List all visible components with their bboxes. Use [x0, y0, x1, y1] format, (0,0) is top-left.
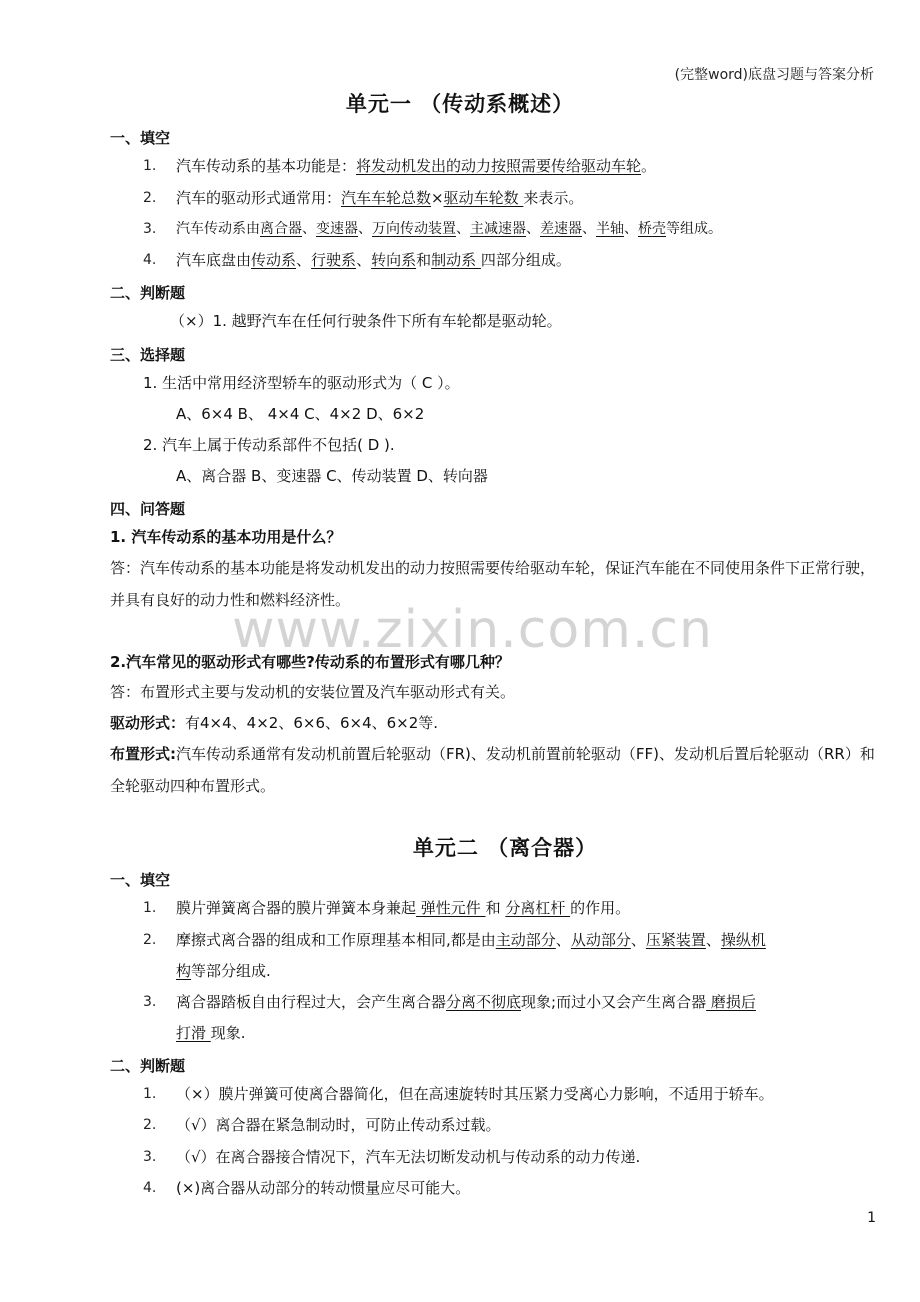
unit1-qa1-question: 1. 汽车传动系的基本功用是什么？: [110, 528, 342, 546]
sep: 、: [456, 221, 470, 237]
answer: 弹性元件: [416, 899, 486, 917]
answer: 万向传动装置: [372, 221, 456, 237]
q-number: 2.: [143, 190, 157, 206]
unit1-choice-heading: 三、选择题: [110, 346, 186, 364]
unit1-qa2-question: 2.汽车常见的驱动形式有哪些?传动系的布置形式有哪几种？: [110, 653, 510, 671]
q-number: 4.: [143, 252, 157, 268]
q-text: 膜片弹簧离合器的膜片弹簧本身兼起: [176, 899, 417, 917]
q-text: 汽车的驱动形式通常用：: [176, 189, 342, 207]
q-text: (×)离合器从动部分的转动惯量应尽可能大。: [176, 1179, 471, 1197]
unit1-title: 单元一 （传动系概述）: [345, 92, 575, 116]
q-text: 等组成。: [666, 221, 722, 237]
q-number: 1.: [143, 158, 157, 174]
unit1-qa1-answer: 答：汽车传动系的基本功能是将发动机发出的动力按照需要传给驱动车轮，保证汽车能在不同使用条件下正常行驶，并具有良好的动力性和燃料经济性。: [110, 559, 876, 609]
q-text: 的作用。: [570, 899, 631, 917]
q-number: 3.: [143, 1149, 157, 1165]
q-number: 3.: [143, 221, 157, 237]
answer: 磨损后: [706, 993, 756, 1011]
unit1-qa2-drive: [110, 707, 438, 739]
answer: 传动系: [251, 251, 297, 269]
unit2-judge-heading: 二、判断题: [110, 1057, 186, 1075]
sep: 、: [356, 251, 372, 269]
sep: 、: [296, 251, 312, 269]
unit1-choice-1-options: A、6×4 B、 4×4 C、4×2 D、6×2: [176, 405, 425, 423]
sep: 、: [358, 221, 372, 237]
q-text: 汽车底盘由: [176, 251, 252, 269]
sep: 、: [582, 221, 596, 237]
unit2-title: 单元二 （离合器）: [412, 836, 598, 860]
answer: 半轴: [596, 221, 624, 237]
q-number: 2.: [143, 932, 157, 948]
q-text: （√）离合器在紧急制动时，可防止传动系过载。: [176, 1116, 501, 1134]
unit1-qa-heading: 四、问答题: [110, 500, 186, 518]
answer: 差速器: [540, 221, 582, 237]
answer: 从动部分: [570, 931, 631, 949]
answer: 桥壳: [638, 221, 666, 237]
sep: 、: [630, 931, 646, 949]
q-text: 四部分组成。: [480, 251, 571, 269]
answer: 变速器: [316, 221, 358, 237]
q-number: 1.: [143, 1086, 157, 1102]
unit1-judge-1: （×）1. 越野汽车在任何行驶条件下所有车轮都是驱动轮。: [170, 312, 562, 330]
answer: 驱动车轮数: [443, 189, 524, 207]
unit1-judge-heading: 二、判断题: [110, 284, 186, 302]
answer: 分离不彻底: [446, 993, 522, 1011]
sep: 、: [705, 931, 721, 949]
q-text: 汽车传动系的基本功能是：: [176, 157, 357, 175]
answer: 汽车车轮总数: [341, 189, 432, 207]
value: 有4×4、4×2、6×6、6×4、6×2等.: [185, 714, 439, 732]
unit1-fill-heading: 一、填空: [110, 129, 171, 147]
q-number: 4.: [143, 1180, 157, 1196]
q-number: 3.: [143, 994, 157, 1010]
answer: 压紧装置: [645, 931, 706, 949]
q-text: ×: [431, 189, 444, 207]
sep: 、: [555, 931, 571, 949]
q-text: （×）膜片弹簧可使离合器简化，但在高速旋转时其压紧力受离心力影响，不适用于轿车。: [176, 1085, 774, 1103]
answer: 制动系: [431, 251, 481, 269]
q-text: （√）在离合器接合情况下，汽车无法切断发动机与传动系的动力传递.: [176, 1148, 641, 1166]
answer: 转向系: [371, 251, 417, 269]
answer: 主动部分: [495, 931, 556, 949]
watermark: www.zixin.com.cn: [232, 600, 713, 660]
document-header: (完整word)底盘习题与答案分析: [674, 67, 874, 83]
value: 汽车传动系通常有发动机前置后轮驱动（FR)、发动机前置前轮驱动（FF)、发动机后置后轮驱动（RR）和全轮驱动四种布置形式。: [110, 745, 875, 795]
q-number: 1.: [143, 900, 157, 916]
label: 布置形式:: [110, 745, 176, 763]
q-text: 来表示。: [523, 189, 584, 207]
q-text: 。: [641, 157, 657, 175]
answer: 主减速器: [470, 221, 526, 237]
answer: 打滑: [176, 1024, 211, 1042]
unit2-fill-q3-cont: [176, 1017, 246, 1049]
q-text: 现象;而过小又会产生离合器: [521, 993, 707, 1011]
q-text: 摩擦式离合器的组成和工作原理基本相同,都是由: [176, 931, 496, 949]
unit2-fill-q2-cont: [176, 955, 271, 987]
unit1-choice-1: 1. 生活中常用经济型轿车的驱动形式为（ C ）。: [143, 374, 460, 392]
label: 驱动形式：: [110, 714, 186, 732]
sep: 、: [302, 221, 316, 237]
q-text: 和: [416, 251, 432, 269]
q-text: 等部分组成.: [191, 962, 271, 980]
q-text: 和: [485, 899, 506, 917]
q-text: 现象.: [210, 1024, 246, 1042]
q-text: 离合器踏板自由行程过大，会产生离合器: [176, 993, 447, 1011]
unit1-qa2-answer: 答：布置形式主要与发动机的安装位置及汽车驱动形式有关。: [110, 683, 516, 701]
answer: 操纵机: [720, 931, 766, 949]
answer: 构: [176, 962, 192, 980]
q-number: 2.: [143, 1117, 157, 1133]
page-number: 1: [867, 1210, 876, 1226]
answer: 离合器: [260, 221, 302, 237]
unit1-choice-2: 2. 汽车上属于传动系部件不包括( D ).: [143, 436, 395, 454]
sep: 、: [526, 221, 540, 237]
q-text: 汽车传动系由: [176, 221, 260, 237]
answer: 分离杠杆: [505, 899, 571, 917]
answer: 行驶系: [311, 251, 357, 269]
unit2-fill-heading: 一、填空: [110, 871, 171, 889]
unit1-qa2-layout: [110, 738, 880, 802]
answer: 将发动机发出的动力按照需要传给驱动车轮: [356, 157, 642, 175]
sep: 、: [624, 221, 638, 237]
unit1-choice-2-options: A、离合器 B、变速器 C、传动装置 D、转向器: [176, 467, 488, 485]
